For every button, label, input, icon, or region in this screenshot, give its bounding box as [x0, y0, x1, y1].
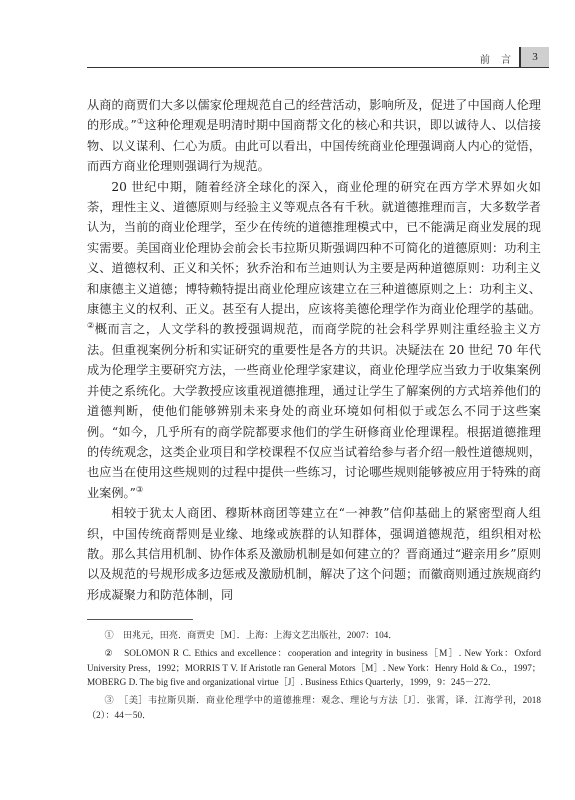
- footnote-ref-1[interactable]: ①: [136, 117, 145, 127]
- section-label: 前 言: [479, 55, 515, 66]
- footnote-2: ② SOLOMON R C. Ethics and excellence：cooperation and integrity in business［M］. New York：Oxford University Press，1992；MORRIS T V. If Aristotle ran General Motors［M］. New York：Henry Hold & Co.，1997；MOBERG D. The big five and organizational virtue［J］. Business Ethics Quarterly，1999，9：245－272．: [87, 647, 541, 688]
- body-text: [87, 95, 541, 605]
- footnote-1: ① 田兆元，田亮．商贾史［M］．上海：上海文艺出版社，2007：104．: [104, 630, 398, 640]
- footnote-ref-3[interactable]: ③: [135, 484, 144, 494]
- page-number: 3: [519, 47, 549, 67]
- paragraph-3: 相较于犹太人商团、穆斯林商团等建立在“一神教”信仰基础上的紧密型商人组织，中国传统商帮则是业缘、地缘或族群的认知群体，强调道德规范，组织相对松散。那么其信用机制、协作体系及激励机制是如何建立的？晋商通过“避亲用乡”原则以及规范的号规形成多边惩戒及激励机制，解决了这个问题；而徽商则通过族规商约形成凝聚力和防范体制，同: [87, 506, 541, 602]
- footnote-3: ③ ［美］韦拉斯贝斯．商业伦理学中的道德推理：观念、理论与方法［J］．张霄，译．江海学刊，2018（2）：44－50．: [87, 695, 541, 720]
- running-header: [87, 47, 549, 69]
- header-rule: [87, 67, 549, 68]
- footnotes: [87, 628, 541, 726]
- footnote-rule: [87, 619, 193, 620]
- footnote-ref-2[interactable]: ②: [87, 321, 95, 331]
- paragraph-2: 20 世纪中期，随着经济全球化的深入，商业伦理的研究在西方学术界如火如荼，理性主义、道德原则与经验主义等观点各有千秋。就道德推理而言，大多数学者认为，当前的商业伦理学，至少在传统的道德推理模式中，已不能满足商业发展的现实需要。美国商业伦理协会前会长韦拉斯贝斯强调四种不可简化的道德原则：功利主义、道德权利、正义和关怀；狄乔治和布兰迪则认为主要是两种道德原则：功利主义和康德主义道德；博特赖特提出商业伦理应该建立在三种道德原则之上：功利主义、康德主义的权利、正义。甚至有人提出，应该将美德伦理学作为商业伦理学的基础。②概而言之，人文学科的教授强调规范，而商学院的社会科学界则注重经验主义方法。但重视案例分析和实证研究的重要性是各方的共识。决疑法在 20 世纪 70 年代成为伦理学主要研究方法，一些商业伦理学家建议，商业伦理学应当致力于收集案例并使之系统化。大学教授应该重视道德推理，通过让学生了解案例的方式培养他们的道德判断，使他们能够辨别未来身处的商业环境如何相似于或怎么不同于这些案例。“如今，几乎所有的商学院都要求他们的学生研修商业伦理课程。根据道德推理的传统观念，这类企业项目和学校课程不仅应当试着给参与者介绍一般性道德规则，也应当在使用这些规则的过程中提供一些练习，讨论哪些规则能够被应用于特殊的商业案例。”③: [87, 179, 542, 500]
- paragraph-1: 从商的商贾们大多以儒家伦理规范自己的经营活动，影响所及，促进了中国商人伦理的形成。”①这种伦理观是明清时期中国商帮文化的核心和共识，即以诚待人、以信接物、以义谋利、仁心为质。由此可以看出，中国传统商业伦理强调商人内心的觉悟，而西方商业伦理则强调行为规范。: [87, 98, 542, 174]
